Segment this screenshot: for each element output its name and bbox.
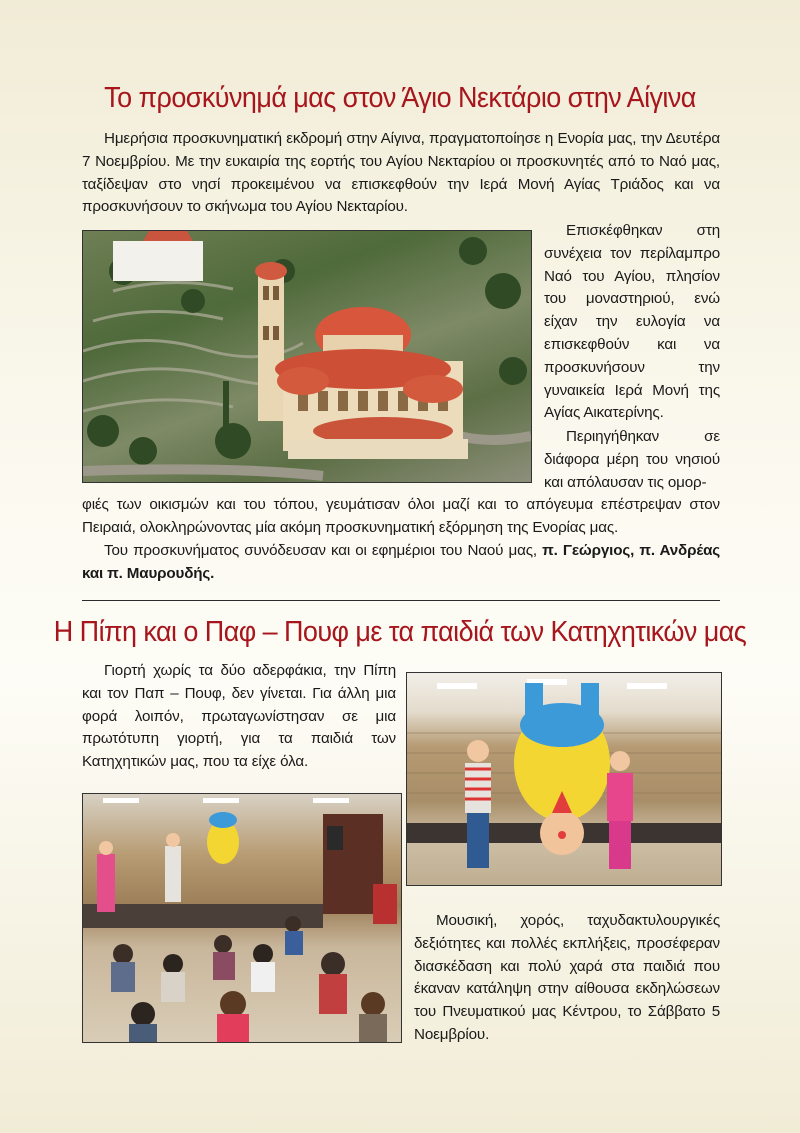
clowns-performance-photo [406,672,722,886]
section-divider [82,600,720,601]
priests-names: π. Γεώργιος, π. Ανδρέας και π. Μαυρουδής. [82,542,720,582]
monastery-aerial-photo [82,230,532,483]
section1-paragraph-3: Περιηγήθηκαν σε διάφορα μέρη του νησιού και απόλαυσαν τις ομορ- [544,428,720,491]
section1-paragraph-4: Του προσκυνήματος συνόδευσαν και οι εφημέριοι του Ναού μας, π. Γεώργιος, π. Ανδρέας και π. Μαυρουδής. [82,542,720,582]
section2-paragraph-1: Γιορτή χωρίς τα δύο αδερφάκια, την Πίπη και τον Παπ – Πουφ, δεν γίνεται. Για άλλη μια φορά λοιπόν, πρωταγωνίστησαν σε μια πρωτότυπη γιορτή, για τα παιδιά των Κατηχητικών μας, που τα είχε όλα. [82,662,396,771]
section1-title: Το προσκύνημά μας στον Άγιο Νεκτάριο στην Αίγινα [104,82,696,114]
section1-paragraph-1: Ημερήσια προσκυνηματική εκδρομή στην Αίγινα, πραγματοποίησε η Ενορία μας, την Δευτέρα 7 Νοεμβρίου. Με την ευκαιρία της εορτής του Αγίου Νεκταρίου οι προσκυνητές από το Ναό μας, ταξίδεψαν στο νησί προκειμένου να επισκεφθούν την Ιερά Μονή Αγίας Τριάδος και να προσκυνήσουν το σκήνωμα του Αγίου Νεκταρίου. [82,130,720,216]
section2-paragraph-2: Μουσική, χορός, ταχυδακτυλουργικές δεξιότητες και πολλές εκπλήξεις, προσέφεραν διασκέδαση και πολύ χαρά στα παιδιά που έκαναν κατάληψη στην αίθουσα εκδηλώσεων του Πνευματικού μας Κέντρου, το Σάββατο 5 Νοεμβρίου. [414,912,720,1043]
section2-title: Η Πίπη και ο Παφ – Πουφ με τα παιδιά των Κατηχητικών μας [53,616,747,648]
section1-paragraph-3-continued: φιές των οικισμών και του τόπου, γευμάτισαν όλοι μαζί και το απόγευμα επέστρεψαν στον Πειραιά, ολοκληρώνοντας μία ακόμη προσκυνηματική εξόρμηση της Ενορίας μας. [82,496,720,536]
children-audience-photo [82,793,402,1043]
section1-paragraph-2: Επισκέφθηκαν στη συνέχεια τον περίλαμπρο Ναό του Αγίου, πλησίον του μοναστηριού, ενώ είχαν την ευλογία να επισκεφθούν και να προσκυνήσουν την γυναικεία Ιερά Μονή της Αγίας Αικατερίνης. [544,222,720,422]
